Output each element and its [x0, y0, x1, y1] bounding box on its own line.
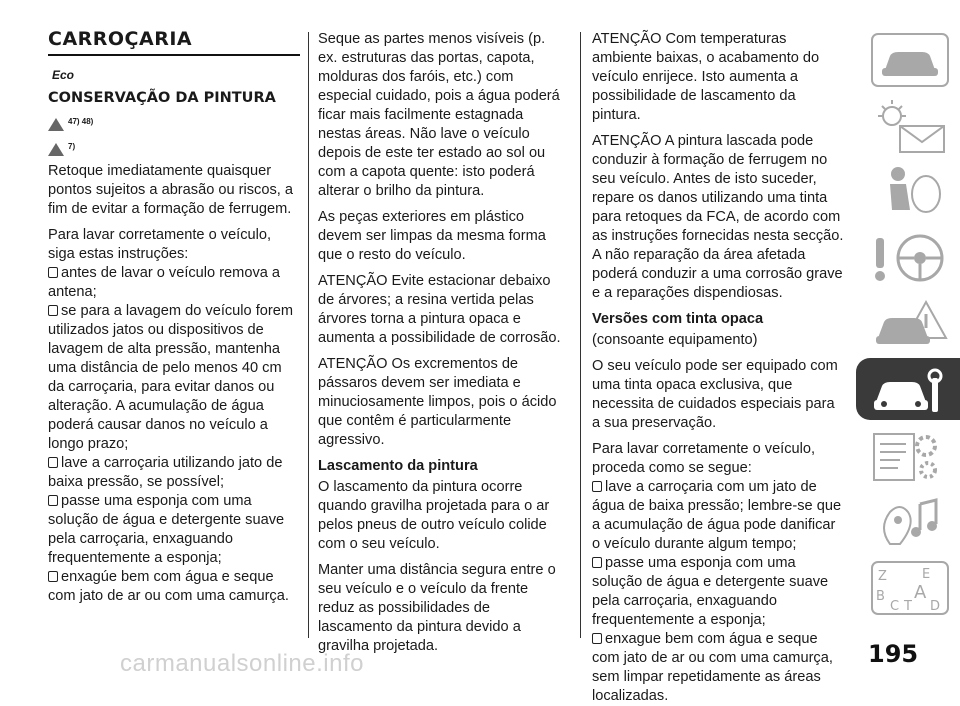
- tab-index[interactable]: [860, 556, 960, 618]
- bullet-box-icon: [48, 305, 58, 316]
- chapter-tabs: [860, 28, 960, 622]
- watermark: carmanualsonline.info: [120, 650, 364, 677]
- warning-triangle-icon: [48, 118, 64, 131]
- warning-ref-2: [48, 137, 300, 156]
- paragraph: Manter uma distância segura entre o seu veículo e o veículo da frente reduz as possibilidades de lascamento da pintura devido a gravilha projetada.: [318, 562, 556, 654]
- bullet-item: enxague bem com água e seque com jato de ar ou com uma camurça, sem limpar repetidamente as áreas localizadas.: [592, 631, 833, 704]
- warning-ref-text: 47) 48): [68, 117, 94, 126]
- bullet-item: antes de lavar o veículo remova a antena;: [48, 265, 281, 300]
- bullet-item: passe uma esponja com uma solução de água e detergente suave pela carroçaria, enxaguando frequentemente a esponja;: [592, 555, 829, 628]
- subheading-note: (consoante equipamento): [592, 332, 758, 348]
- svg-text:A: A: [914, 582, 927, 603]
- paragraph: ATENÇÃO Evite estacionar debaixo de árvores; a resina vertida pelas árvores torna a pintura opaca e aumenta a possibilidade de corrosão.: [318, 273, 561, 346]
- specs-gears-icon: [870, 428, 950, 484]
- svg-text:T: T: [904, 599, 912, 614]
- column-1: [48, 30, 300, 606]
- bullet-item: passe uma esponja com uma solução de água e detergente suave pela carroçaria, enxaguando frequentemente a esponja;: [48, 493, 285, 566]
- airbag-seat-icon: [870, 164, 950, 220]
- warning-lights-icon: [870, 98, 950, 154]
- paragraph: Retoque imediatamente quaisquer pontos sujeitos a abrasão ou riscos, a fim de evitar a formação de ferrugem.: [48, 163, 293, 217]
- paragraph: ATENÇÃO Com temperaturas ambiente baixas, o acabamento do veículo enrijece. Isto aumenta a possibilidade de lascamento da pintura.: [592, 31, 820, 123]
- paragraph: Para lavar corretamente o veículo, proceda como se segue:: [592, 441, 816, 476]
- tab-starting-driving[interactable]: [860, 226, 960, 288]
- tab-multimedia[interactable]: [860, 490, 960, 552]
- column-3: [592, 30, 844, 706]
- bullet-box-icon: [48, 457, 58, 468]
- paragraph: O lascamento da pintura ocorre quando gravilha projetada para o ar pelos pneus de outro veículo colide com o seu veículo.: [318, 479, 550, 552]
- tab-safety[interactable]: [860, 160, 960, 222]
- tab-technical-specs[interactable]: [860, 424, 960, 486]
- paragraph: As peças exteriores em plástico devem ser limpas da mesma forma que o resto do veículo.: [318, 209, 546, 263]
- bullet-box-icon: [592, 557, 602, 568]
- column-2: [318, 30, 568, 663]
- bullet-box-icon: [48, 571, 58, 582]
- paragraph: Para lavar corretamente o veículo, siga estas instruções:: [48, 227, 272, 262]
- tab-servicing-care[interactable]: [856, 358, 960, 420]
- paragraph: ATENÇÃO Os excrementos de pássaros devem ser imediata e minuciosamente limpos, pois o ácido que contêm é particularmente agressivo.: [318, 356, 557, 448]
- warning-ref-1: [48, 112, 300, 131]
- column-divider: [580, 32, 581, 638]
- warning-ref-text: 7): [68, 142, 76, 151]
- alphabet-index-icon: [870, 560, 950, 616]
- subheading: Versões com tinta opaca: [592, 311, 764, 327]
- eco-icon: Eco: [52, 68, 75, 82]
- warning-triangle-icon: [48, 143, 64, 156]
- bullet-box-icon: [592, 633, 602, 644]
- car-dashboard-icon: [870, 32, 950, 88]
- multimedia-icon: [870, 494, 950, 550]
- paragraph: Seque as partes menos visíveis (p. ex. estruturas das portas, capota, molduras dos faróis, etc.) com especial cuidado, pois a água poderá ficar mais facilmente estagnada nestas áreas. Não lave o veículo depois de este ter estado ao sol ou com a capota quente: isto poderá alterar o brilho da pintura.: [318, 31, 560, 199]
- bullet-item: lave a carroçaria utilizando jato de baixa pressão, se possível;: [48, 455, 283, 490]
- tab-emergency[interactable]: [860, 292, 960, 354]
- steering-wheel-icon: [870, 230, 950, 286]
- section-title: CONSERVAÇÃO DA PINTURA: [48, 90, 276, 106]
- bullet-item: enxagúe bem com água e seque com jato de ar ou com uma camurça.: [48, 569, 289, 604]
- svg-text:Z: Z: [878, 569, 887, 584]
- subheading: Lascamento da pintura: [318, 458, 478, 474]
- svg-text:E: E: [922, 567, 931, 582]
- svg-text:D: D: [930, 599, 941, 614]
- paragraph: ATENÇÃO A pintura lascada pode conduzir à formação de ferrugem no seu veículo. Antes de isto suceder, repare os danos utilizando uma tinta para retoques da FCA, de acordo com as instruções fornecidas nesta secção. A não reparação da área afetada poderá conduzir a uma corrosão grave e a reparações dispendiosas.: [592, 133, 844, 301]
- column-divider: [308, 32, 309, 638]
- bullet-box-icon: [48, 267, 58, 278]
- bullet-box-icon: [592, 481, 602, 492]
- bullet-box-icon: [48, 495, 58, 506]
- chapter-title: CARROÇARIA: [48, 30, 300, 56]
- svg-text:B: B: [876, 589, 885, 604]
- bullet-item: lave a carroçaria com um jato de água de baixa pressão; lembre-se que a acumulação de água pode danificar o veículo durante algum tempo;: [592, 479, 842, 552]
- emergency-car-icon: [870, 296, 950, 352]
- paragraph: O seu veículo pode ser equipado com uma tinta opaca exclusiva, que necessita de cuidados especiais para a sua preservação.: [592, 358, 838, 431]
- tab-dashboard[interactable]: [860, 28, 960, 90]
- car-wrench-icon: [870, 362, 950, 418]
- bullet-item: se para a lavagem do veículo forem utilizados jatos ou dispositivos de lavagem de alta pressão, mantenha uma distância de pelo menos 40 cm da carroçaria, para evitar danos ou alteração. A acumulação de água poderá causar danos no veículo a longo prazo;: [48, 303, 294, 452]
- tab-warning-lights[interactable]: [860, 94, 960, 156]
- page-number: 195: [868, 640, 919, 668]
- svg-text:C: C: [890, 599, 900, 614]
